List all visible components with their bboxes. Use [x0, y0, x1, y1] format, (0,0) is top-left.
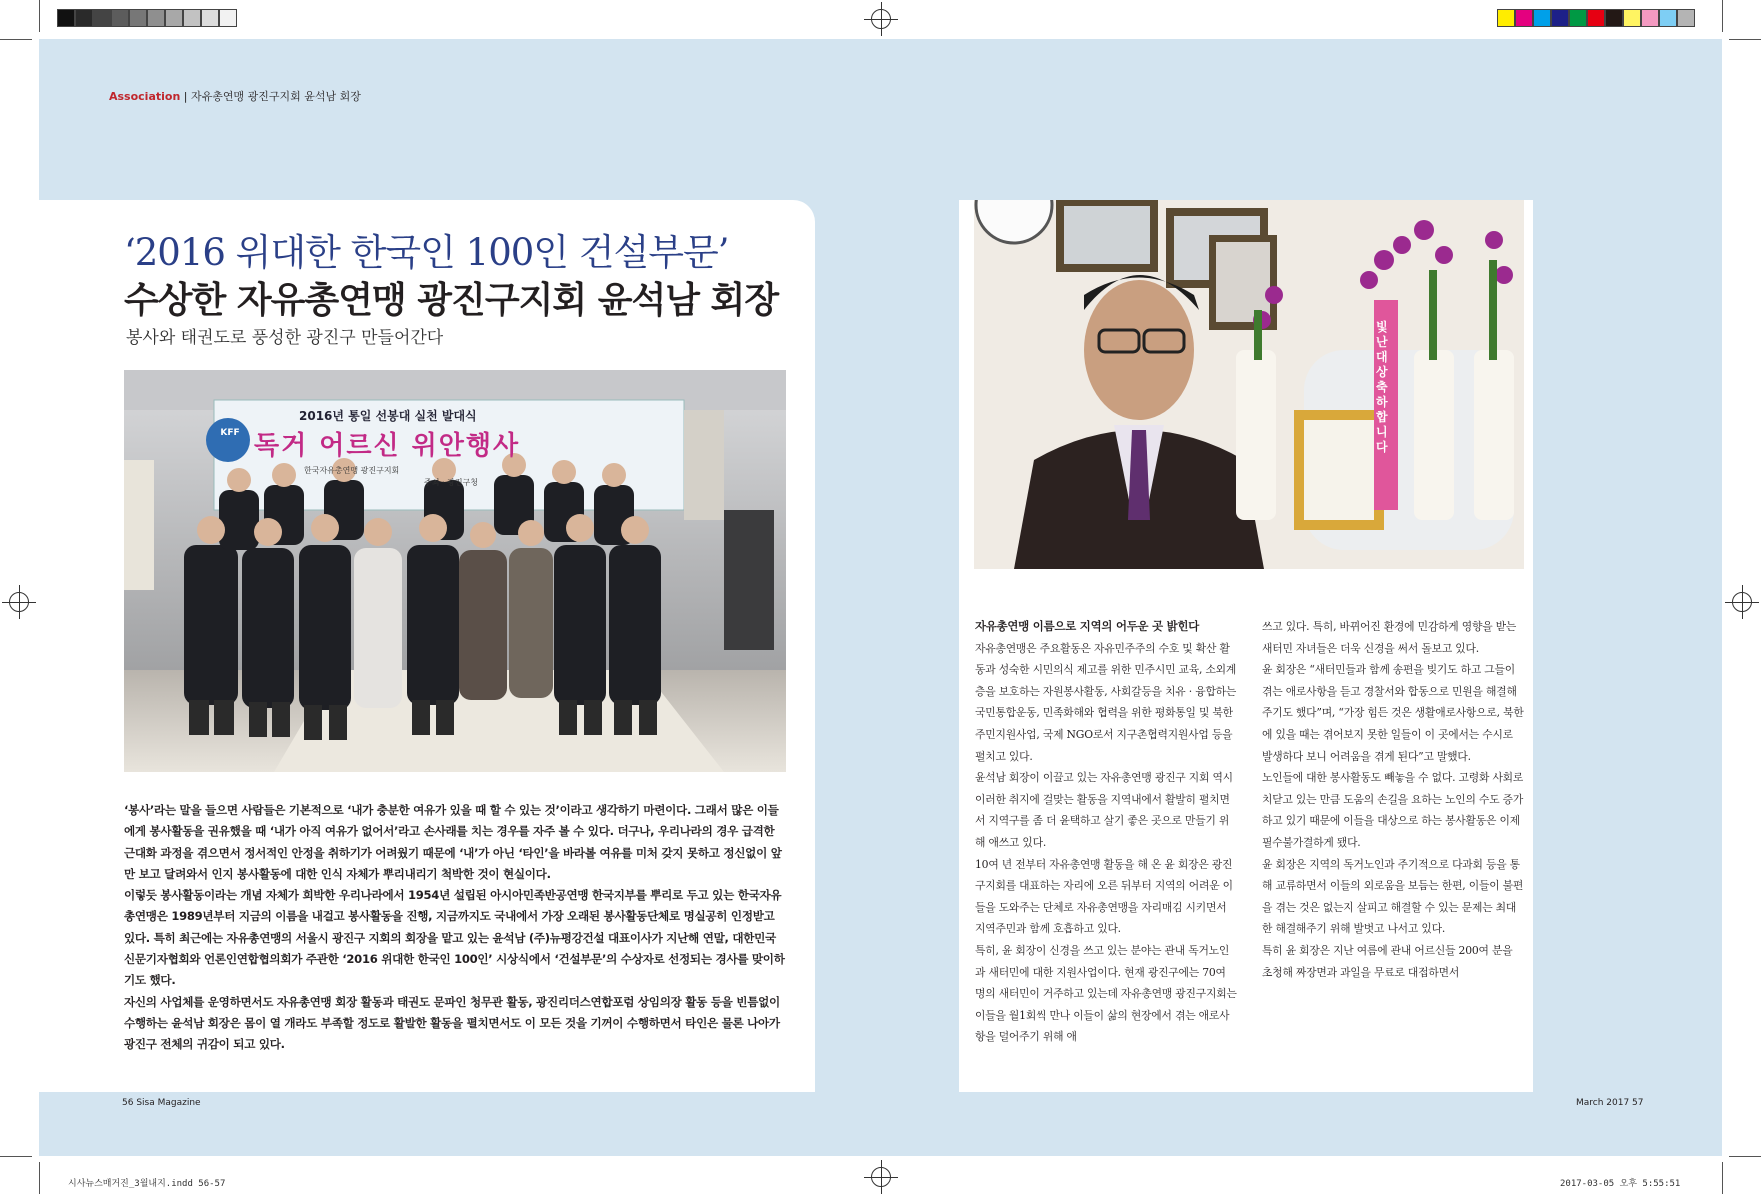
crop-mark — [39, 1162, 40, 1194]
lead-paragraph-2: 이렇듯 봉사활동이라는 개념 자체가 희박한 우리나라에서 1954년 설립된 아시아민족반공연맹 한국지부를 뿌리로 두고 있는 한국자유총연맹은 1989년부터 지금의 이름을 내걸고 봉사활동을 진행, 지금까지도 국내에서 가장 오래된 봉사활동단체로 명실공히 인정받고 있다. 특히 최근에는 자유총연맹의 서울시 광진구 지회의 회장을 맡고 있는 윤석남 (주)뉴평강건설 대표이사가 지난해 연말, 대한민국신문기자협회와 언론인연합협의회가 주관한 ‘2016 위대한 한국인 100인’ 시상식에서 ‘건설부문’의 수상자로 선정되는 경사를 맞이하기도 했다. — [124, 888, 785, 988]
folio-left: 56 Sisa Magazine — [122, 1098, 201, 1108]
registration-mark-left — [2, 585, 36, 619]
column2-paragraph-3: 노인들에 대한 봉사활동도 빼놓을 수 없다. 고령화 사회로 치닫고 있는 만큼 도움의 손길을 요하는 노인의 수도 증가하고 있기 때문에 이들을 대상으로 하는 봉사활동은 이제 필수불가결하게 됐다. — [1262, 771, 1524, 849]
header-topic: 자유총연맹 광진구지회 윤석남 회장 — [191, 90, 361, 103]
lead-paragraph-1: ‘봉사’라는 말을 들으면 사람들은 기본적으로 ‘내가 충분한 여유가 있을 때 할 수 있는 것’이라고 생각하기 마련이다. 그래서 많은 이들에게 봉사활동을 권유했을 때 ‘내가 아직 여유가 없어서’라고 손사래를 치는 경우를 자주 볼 수 있다. 더구나, 우리나라의 경우 급격한 근대화 과정을 겪으면서 정서적인 안정을 취하기가 어려웠기 때문에 ‘내’가 아닌 ‘타인’을 바라볼 여유를 미처 갖지 못하고 정신없이 앞만 보고 달려와서 인지 봉사활동에 대한 인식 자체가 뿌리내리기 척박한 것이 현실이다. — [124, 803, 782, 881]
section-header — [109, 88, 361, 104]
crop-mark — [1729, 39, 1761, 40]
column1-paragraph-1: 자유총연맹은 주요활동은 자유민주주의 수호 및 확산 활동과 성숙한 시민의식 제고를 위한 민주시민 교육, 소외계층을 보호하는 자원봉사활동, 사회갈등을 치유 · 융합하는 국민통합운동, 민족화해와 협력을 위한 평화통일 및 북한주민지원사업, 국제 NGO로서 지구촌협력지원사업 등을 펼치고 있다. — [975, 641, 1237, 763]
column2-paragraph-1: 쓰고 있다. 특히, 바뀌어진 환경에 민감하게 영향을 받는 새터민 자녀들은 더욱 신경을 써서 돌보고 있다. — [1262, 620, 1517, 655]
section-label: Association — [109, 90, 181, 103]
banner-event-title: 2016년 통일 선봉대 실천 발대식 — [299, 409, 477, 423]
banner-organizer: 한국자유총연맹 광진구지회 — [304, 466, 400, 475]
column1-paragraph-3: 10여 년 전부터 자유총연맹 활동을 해 온 윤 회장은 광진구지회를 대표하는 자리에 오른 뒤부터 지역의 어려운 이들을 도와주는 단체로 자유총연맹을 자리매김 시키면서 지역주민과 함께 호흡하고 있다. — [975, 857, 1233, 936]
file-slug: 시사뉴스매거진_3월내지.indd 56-57 — [68, 1179, 226, 1189]
crop-mark — [0, 39, 32, 40]
crop-mark — [39, 0, 40, 32]
banner-host: 주최 · 광진구청 — [424, 478, 478, 487]
column1-paragraph-2: 윤석남 회장이 이끌고 있는 자유총연맹 광진구 지회 역시 이러한 취지에 걸맞는 활동을 지역내에서 활발히 펼치면서 지역구를 좀 더 윤택하고 살기 좋은 곳으로 만들기 위해 애쓰고 있다. — [975, 771, 1233, 849]
banner-main-text: 독거 어르신 위안행사 — [254, 431, 521, 461]
column2-paragraph-5: 특히 윤 회장은 지난 여름에 관내 어르신들 200여 분을 초청해 짜장면과 과일을 무료로 대접하면서 — [1262, 943, 1513, 979]
crop-mark — [0, 1156, 32, 1157]
portrait-illustration — [974, 200, 1524, 569]
ribbon-text: 빛난 대상 축하합니다 — [1376, 320, 1388, 454]
folio-right: March 2017 57 — [1576, 1098, 1644, 1108]
registration-mark-bottom — [864, 1160, 898, 1194]
subheadline: 봉사와 태권도로 풍성한 광진구 만들어간다 — [126, 328, 444, 348]
registration-mark-top — [864, 2, 898, 36]
cmyk-color-bar — [1497, 9, 1695, 27]
portrait-photo — [974, 200, 1524, 569]
registration-mark-right — [1725, 585, 1759, 619]
column-subheading: 자유총연맹 이름으로 지역의 어두운 곳 밝힌다 — [975, 619, 1200, 633]
column2-paragraph-4: 윤 회장은 지역의 독거노인과 주기적으로 다과회 등을 통해 교류하면서 이들의 외로움을 보듬는 한편, 이들이 불편을 겪는 것은 없는지 살피고 해결할 수 있는 문제는 최대한 해결해주기 위해 발벗고 나서고 있다. — [1262, 857, 1524, 936]
grayscale-color-bar — [57, 9, 237, 27]
headline-line-2: 수상한 자유총연맹 광진구지회 윤석남 회장 — [124, 280, 779, 321]
crop-mark — [1729, 1156, 1761, 1157]
header-separator: | — [183, 90, 188, 103]
print-timestamp: 2017-03-05 오후 5:55:51 — [1560, 1179, 1681, 1189]
article-column-2 — [1262, 616, 1524, 983]
lead-article-body — [124, 800, 786, 1056]
column2-paragraph-2: 윤 회장은 “새터민들과 함께 송편을 빚기도 하고 그들이 겪는 애로사항을 듣고 경찰서와 합동으로 민원을 해결해 주기도 했다”며, “가장 힘든 것은 생활애로사항으로, 북한에 있을 때는 겪어보지 못한 일들이 이 곳에서는 수시로 발생하다 보니 어려움을 겪게 된다”고 말했다. — [1262, 663, 1524, 763]
crop-mark — [1722, 1162, 1723, 1194]
kff-logo: KFF — [220, 428, 240, 438]
article-column-1 — [975, 616, 1237, 1048]
group-event-photo — [124, 370, 786, 772]
lead-paragraph-3: 자신의 사업체를 운영하면서도 자유총연맹 회장 활동과 태권도 문파인 청무관 활동, 광진리더스연합포럼 상임의장 활동 등을 빈틈없이 수행하는 윤석남 회장은 몸이 열 개라도 부족할 정도로 활발한 활동을 펼치면서도 이 모든 것을 기꺼이 수행하면서 타인은 물론 나아가 광진구 전체의 귀감이 되고 있다. — [124, 994, 780, 1052]
crop-mark — [1722, 0, 1723, 32]
column1-paragraph-4: 특히, 윤 회장이 신경을 쓰고 있는 분야는 관내 독거노인과 새터민에 대한 지원사업이다. 현재 광진구에는 70여 명의 새터민이 거주하고 있는데 자유총연맹 광진구지회는 이들을 월1회씩 만나 이들이 삶의 현장에서 겪는 애로사항을 덜어주기 위해 애 — [975, 943, 1237, 1044]
headline-line-1: ‘2016 위대한 한국인 100인 건설부문’ — [124, 231, 729, 274]
